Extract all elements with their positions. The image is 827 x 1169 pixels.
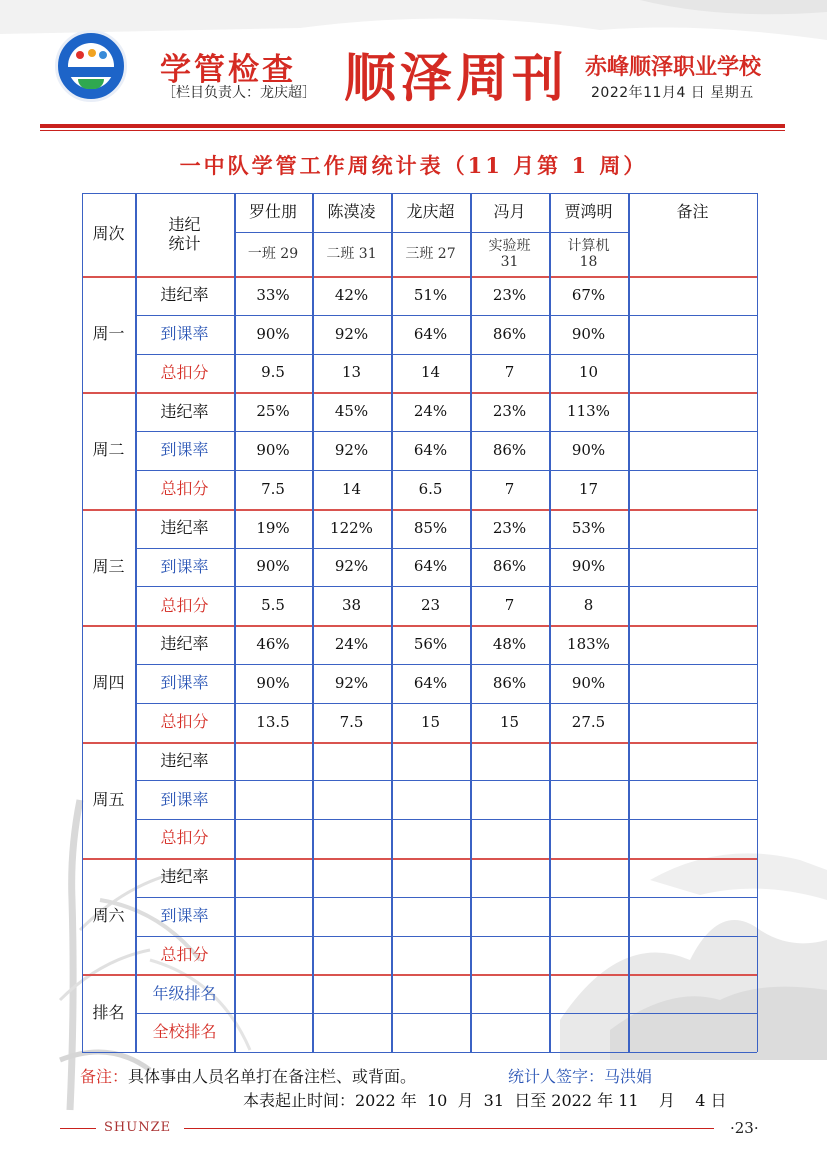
table-cell: 14: [420, 363, 441, 382]
table-cell: 51%: [413, 285, 448, 304]
table-cell: [391, 858, 470, 897]
teacher-name: 罗仕朋: [248, 202, 297, 222]
table-title: 一中队学管工作周统计表（11 月第 1 周）: [179, 153, 648, 178]
table-cell: 56%: [413, 634, 448, 653]
table-cell: 23%: [492, 402, 527, 421]
school-logo: [55, 30, 127, 102]
table-cell: 13.5: [256, 712, 290, 731]
metric-label: 总扣分: [160, 712, 209, 731]
metric-label: 到课率: [160, 440, 209, 460]
table-cell: [549, 742, 628, 781]
table-cell: 7.5: [339, 712, 364, 731]
table-cell: 90%: [571, 557, 606, 576]
metric-label: 违纪率: [160, 401, 209, 421]
table-cell: 64%: [413, 324, 448, 343]
week-label: 周五: [92, 789, 125, 809]
teacher-class: 一班 29: [247, 245, 299, 262]
table-cell: 122%: [330, 518, 373, 537]
teacher-name: 贾鸿明: [564, 202, 613, 222]
table-cell: 46%: [256, 634, 290, 653]
table-cell: 92%: [334, 440, 369, 459]
table-cell: 38: [341, 596, 362, 615]
table-cell: [234, 897, 312, 936]
footer-note-label: 备注：: [80, 1067, 129, 1086]
column-rule: [628, 193, 630, 1052]
metric-label: 违纪率: [160, 867, 209, 887]
table-cell: [391, 819, 470, 858]
table-cell: [470, 780, 549, 819]
table-cell: 42%: [334, 285, 369, 304]
metric-label: 到课率: [160, 673, 209, 693]
metric-label: 违纪率: [160, 750, 209, 770]
table-cell: 90%: [571, 673, 606, 692]
table-cell: 90%: [571, 440, 606, 459]
table-cell: [549, 858, 628, 897]
table-cell: 92%: [334, 557, 369, 576]
footer-note: [80, 1064, 416, 1087]
table-cell: [470, 858, 549, 897]
table-cell: [312, 858, 391, 897]
table-cell: 24%: [413, 402, 448, 421]
metric-label: 到课率: [160, 789, 209, 809]
table-cell: 6.5: [418, 479, 443, 498]
table-cell: 48%: [492, 634, 527, 653]
header-stat-label: 违纪 统计: [168, 215, 201, 253]
teacher-name: 陈漠凌: [327, 202, 376, 222]
table-cell: 85%: [413, 518, 448, 537]
table-cell: 86%: [492, 557, 527, 576]
teacher-class: 计算机 18: [567, 237, 610, 270]
column-rule: [757, 193, 758, 1052]
table-cell: 92%: [334, 673, 369, 692]
table-cell: 24%: [334, 634, 369, 653]
table-cell: [234, 742, 312, 781]
ranking-row-label: 年级排名: [152, 983, 217, 1003]
statistician-signature: 统计人签字：马洪娟: [508, 1067, 653, 1086]
table-cell: [391, 742, 470, 781]
table-cell: 17: [578, 479, 599, 498]
metric-label: 到课率: [160, 324, 209, 343]
ranking-row-label: 全校排名: [152, 1022, 217, 1042]
table-cell: 15: [499, 712, 520, 731]
table-cell: [312, 780, 391, 819]
metric-label: 违纪率: [160, 285, 209, 305]
table-cell: 7: [504, 596, 515, 615]
table-cell: 64%: [413, 440, 448, 459]
footer-rule-left: [60, 1128, 96, 1129]
teacher-name: 龙庆超: [406, 202, 455, 222]
table-cell: [234, 819, 312, 858]
table-cell: 64%: [413, 673, 448, 692]
table-cell: 86%: [492, 324, 527, 343]
table-cell: [549, 897, 628, 936]
teacher-name: 冯月: [493, 202, 526, 222]
table-cell: [234, 858, 312, 897]
header-remark: 备注: [676, 202, 709, 222]
week-label: 周二: [92, 440, 125, 460]
table-cell: 9.5: [261, 363, 285, 382]
column-responsible: ［栏目负责人：龙庆超］: [162, 85, 316, 101]
metric-label: 违纪率: [160, 518, 209, 537]
teacher-class: 实验班 31: [488, 237, 531, 270]
table-cell: 33%: [256, 285, 290, 304]
table-cell: 7: [504, 363, 515, 382]
table-cell: 67%: [571, 285, 606, 304]
table-cell: 7.5: [261, 479, 285, 498]
table-cell: 86%: [492, 440, 527, 459]
metric-label: 总扣分: [160, 828, 209, 848]
footer-brand: SHUNZE: [104, 1120, 172, 1135]
table-cell: 23%: [492, 285, 527, 304]
table-cell: 13: [341, 363, 362, 382]
metric-label: 总扣分: [160, 595, 209, 615]
table-cell: 53%: [571, 518, 606, 537]
table-cell: 8: [583, 596, 594, 615]
table-cell: [312, 936, 391, 975]
statistics-period: 本表起止时间：2022 年 10 月 31 日至 2022 年 11 月 4 日: [243, 1091, 727, 1110]
table-cell: 23: [420, 596, 441, 615]
table-cell: 90%: [256, 673, 290, 692]
table-cell: [549, 780, 628, 819]
footer-note-text: 具体事由人员名单打在备注栏、或背面。: [128, 1067, 417, 1086]
table-cell: [391, 936, 470, 975]
column-title: 学管检查: [160, 52, 296, 88]
table-cell: [312, 819, 391, 858]
table-cell: [391, 780, 470, 819]
table-cell: [234, 936, 312, 975]
table-cell: 23%: [492, 518, 527, 537]
table-cell: 7: [504, 479, 515, 498]
table-cell: [234, 780, 312, 819]
table-cell: 90%: [571, 324, 606, 343]
week-label: 周四: [92, 673, 125, 693]
table-cell: 15: [420, 712, 441, 731]
ranking-label: 排名: [92, 1002, 125, 1022]
teacher-class: 二班 31: [326, 245, 377, 262]
table-cell: 19%: [256, 518, 290, 537]
table-cell: 64%: [413, 557, 448, 576]
metric-label: 到课率: [160, 556, 209, 576]
table-cell: [470, 742, 549, 781]
week-label: 周六: [92, 906, 125, 925]
teacher-class: 三班 27: [405, 245, 456, 262]
table-cell: 45%: [334, 402, 369, 421]
table-cell: [470, 936, 549, 975]
magazine-title: 顺泽周刊: [344, 48, 569, 109]
table-cell: 92%: [334, 324, 369, 343]
table-cell: 113%: [567, 402, 610, 421]
table-cell: [470, 819, 549, 858]
page-number: ·23·: [730, 1119, 759, 1137]
table-cell: [549, 936, 628, 975]
table-cell: 25%: [256, 402, 290, 421]
table-cell: [549, 819, 628, 858]
metric-label: 总扣分: [160, 362, 209, 382]
table-cell: 90%: [256, 324, 290, 343]
table-cell: 10: [578, 363, 599, 382]
table-cell: 27.5: [571, 712, 606, 731]
table-cell: 90%: [256, 440, 290, 459]
issue-date: 2022年11月4 日 星期五: [591, 85, 754, 101]
table-cell: 5.5: [261, 596, 285, 615]
metric-label: 总扣分: [160, 479, 209, 499]
table-cell: [312, 742, 391, 781]
week-label: 周三: [92, 556, 125, 576]
table-cell: [470, 897, 549, 936]
week-label: 周一: [92, 324, 125, 343]
table-cell: 14: [341, 479, 362, 498]
school-name: 赤峰顺泽职业学校: [585, 55, 762, 80]
table-cell: 183%: [567, 634, 610, 653]
header-rule-thin: [40, 130, 785, 131]
table-cell: 90%: [256, 557, 290, 576]
table-cell: [391, 897, 470, 936]
table-cell: [312, 897, 391, 936]
table-cell: 86%: [492, 673, 527, 692]
metric-label: 总扣分: [160, 944, 209, 964]
footer-rule-right: [184, 1128, 714, 1129]
table-border-bottom: [82, 1052, 757, 1053]
metric-label: 违纪率: [160, 634, 209, 654]
metric-label: 到课率: [160, 906, 209, 925]
header-rule-thick: [40, 124, 785, 128]
header-week-label: 周次: [92, 224, 125, 244]
